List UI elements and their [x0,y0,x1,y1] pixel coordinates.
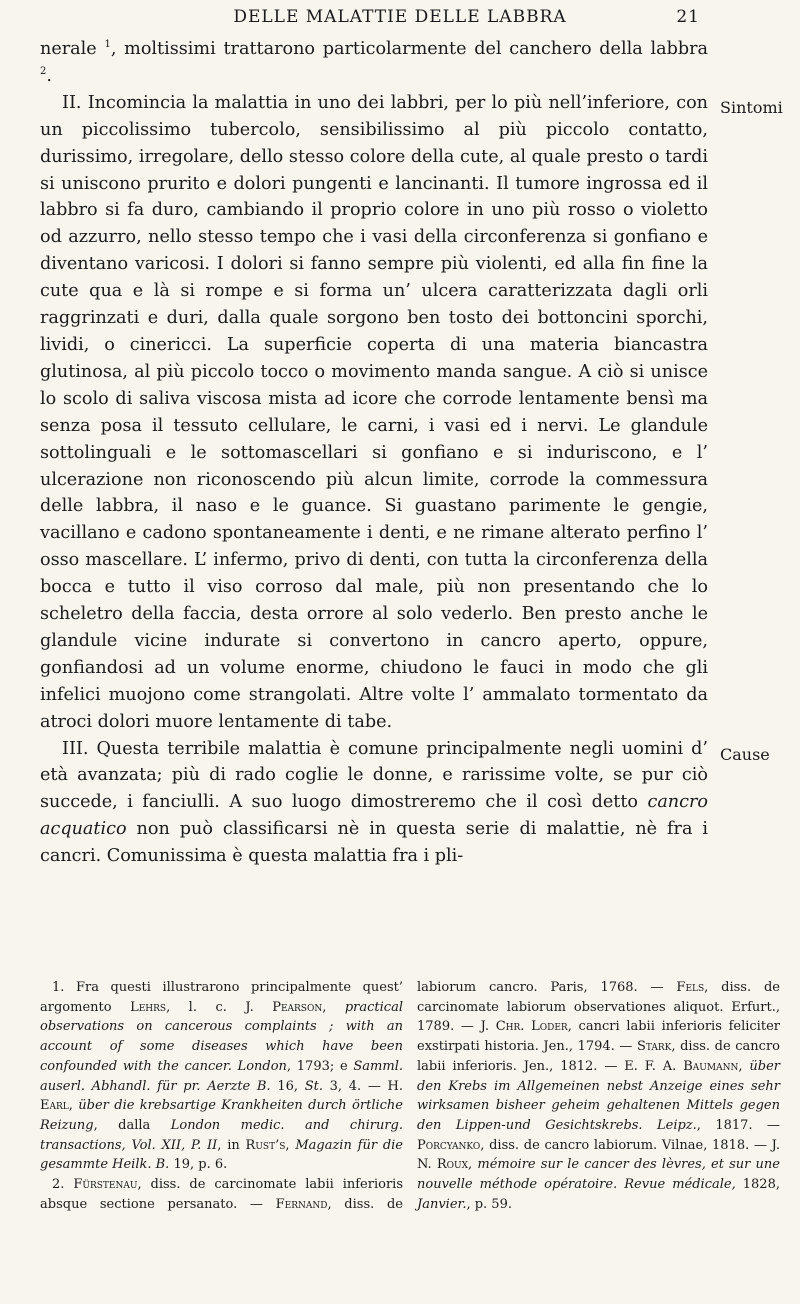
page-number: 21 [676,7,700,27]
main-text [40,36,708,870]
margin-note-sintomi: Sintomi [720,98,783,117]
footnote-ref-1: 1 [104,39,111,51]
footnote-2: 2. Fürstenau, diss. de carcinomate labii inferioris absque sectione persanato. — Fernand, diss. de labiorum cancro. Paris, 1768. — Fels, diss. de carcinomate labiorum observationes aliquot. Erfurt., 1789. — J. Chr. Loder, cancri labii inferioris feliciter exstirpati historia. Jen., 1794. — Stark, diss. de cancro labii inferioris. Jen., 1812. — E. F. A. Baumann, über den Krebs im Allgemeinen nebst Anzeige eines sehr wirksamen bisheer geheim gehaltenen Mittels gegen den Lippen-und Gesichtskrebs. Leipz., 1817. — Porcyanko, diss. de cancro labiorum. Vilnae, 1818. — J. N. Roux, mémoire sur le cancer des lèvres, et sur une nouvelle méthode opératoire. Revue médicale, 1828, Janvier., p. 59. [40,980,780,1212]
text-run: , moltissimi trattarono particolarmente del canchero della labbra [110,39,708,59]
paragraph-2-sintomi: II. Incomincia la malattia in uno dei labbri, per lo più nell’inferiore, con un piccolissimo tubercolo, sensibilissimo al più piccolo contatto, durissimo, irregolare, dello stesso colore della cute, al quale presto o tardi si uniscono prurito e dolori pungenti e lancinanti. Il tumore ingrossa ed il labbro si fa duro, cambiando il proprio colore in uno più rosso o violetto od azzurro, nello stesso tempo che i vasi della circonferenza si gonfiano e diventano varicosi. I dolori si fanno sempre più violenti, ed alla fin fine la cute qua e là si rompe e si forma un’ ulcera caratterizzata dagli orli raggrinzati e duri, dalla quale sorgono ben tosto dei bottoncini sporchi, lividi, o cinericci. La superficie coperta di una materia biancastra glutinosa, al più piccolo tocco o movimento manda sangue. A ciò si unisce lo scolo di saliva viscosa mista ad icore che corrode lentamente bensì ma senza posa il tessuto cellulare, le carni, i vasi ed i nervi. Le glandule sottolinguali e le sottomascellari si gonfiano e si induriscono, e l’ ulcerazione non riconoscendo più alcun limite, corrode la commessura delle labbra, il naso e le guance. Si guastano parimente le gengie, vacillano e cadono spontaneamente i denti, e ne rimane alterato perfino l’ osso mascellare. L’ infermo, privo di denti, con tutta la circonferenza della bocca e tutto il viso corroso dal male, più non presentando che lo scheletro della faccia, desta orrore al solo vederlo. Ben presto anche le glandule vicine indurate si convertono in cancro aperto, oppure, gonfiandosi ad un volume enorme, chiudono le fauci in modo che gli infelici muojono come strangolati. Altre volte l’ ammalato tormentato da atroci dolori muore lentamente di tabe. [40,92,708,732]
paragraph-3-cause [40,736,708,871]
text-run: . [46,65,52,86]
margin-note-cause: Cause [720,745,770,764]
emphasis-cancro-acquatico: cancro acquatico [40,792,708,840]
footnote-ref-2: 2 [40,66,47,78]
footnote-1: 1. Fra questi illustrarono principalmente quest’ argomento Lehrs, l. c. J. Pearson, practical observations on cancerous complaints ; with an account of some diseases which have been confounded with the cancer. London, 1793; e Samml. auserl. Abhandl. für pr. Aerzte B. 16, St. 3, 4. — H. Earl, über die krebsartige Krankheiten durch örtliche Reizung, dalla London medic. and chirurg. transactions, Vol. XII, P. II, in Rust’s, Magazin für die gesammte Heilk. B. 19, p. 6. [40,980,403,1173]
footnotes [40,978,780,1214]
text-run: nerale [40,39,97,59]
running-title: DELLE MALATTIE DELLE LABBRA [233,7,567,27]
running-header [0,5,800,31]
text-run: III. Questa terribile malattia è comune principalmente negli uomini d’ età avanzata; più di rado coglie le donne, e rarissime volte, se pur ciò succede, i fanciulli. A suo luogo dimostreremo che il così detto [40,738,708,813]
text-run: non può classificarsi nè in questa serie di malattie, nè fra i cancri. Comunissima è questa malattia fra i pli- [40,819,709,867]
paragraph-1 [40,36,708,90]
